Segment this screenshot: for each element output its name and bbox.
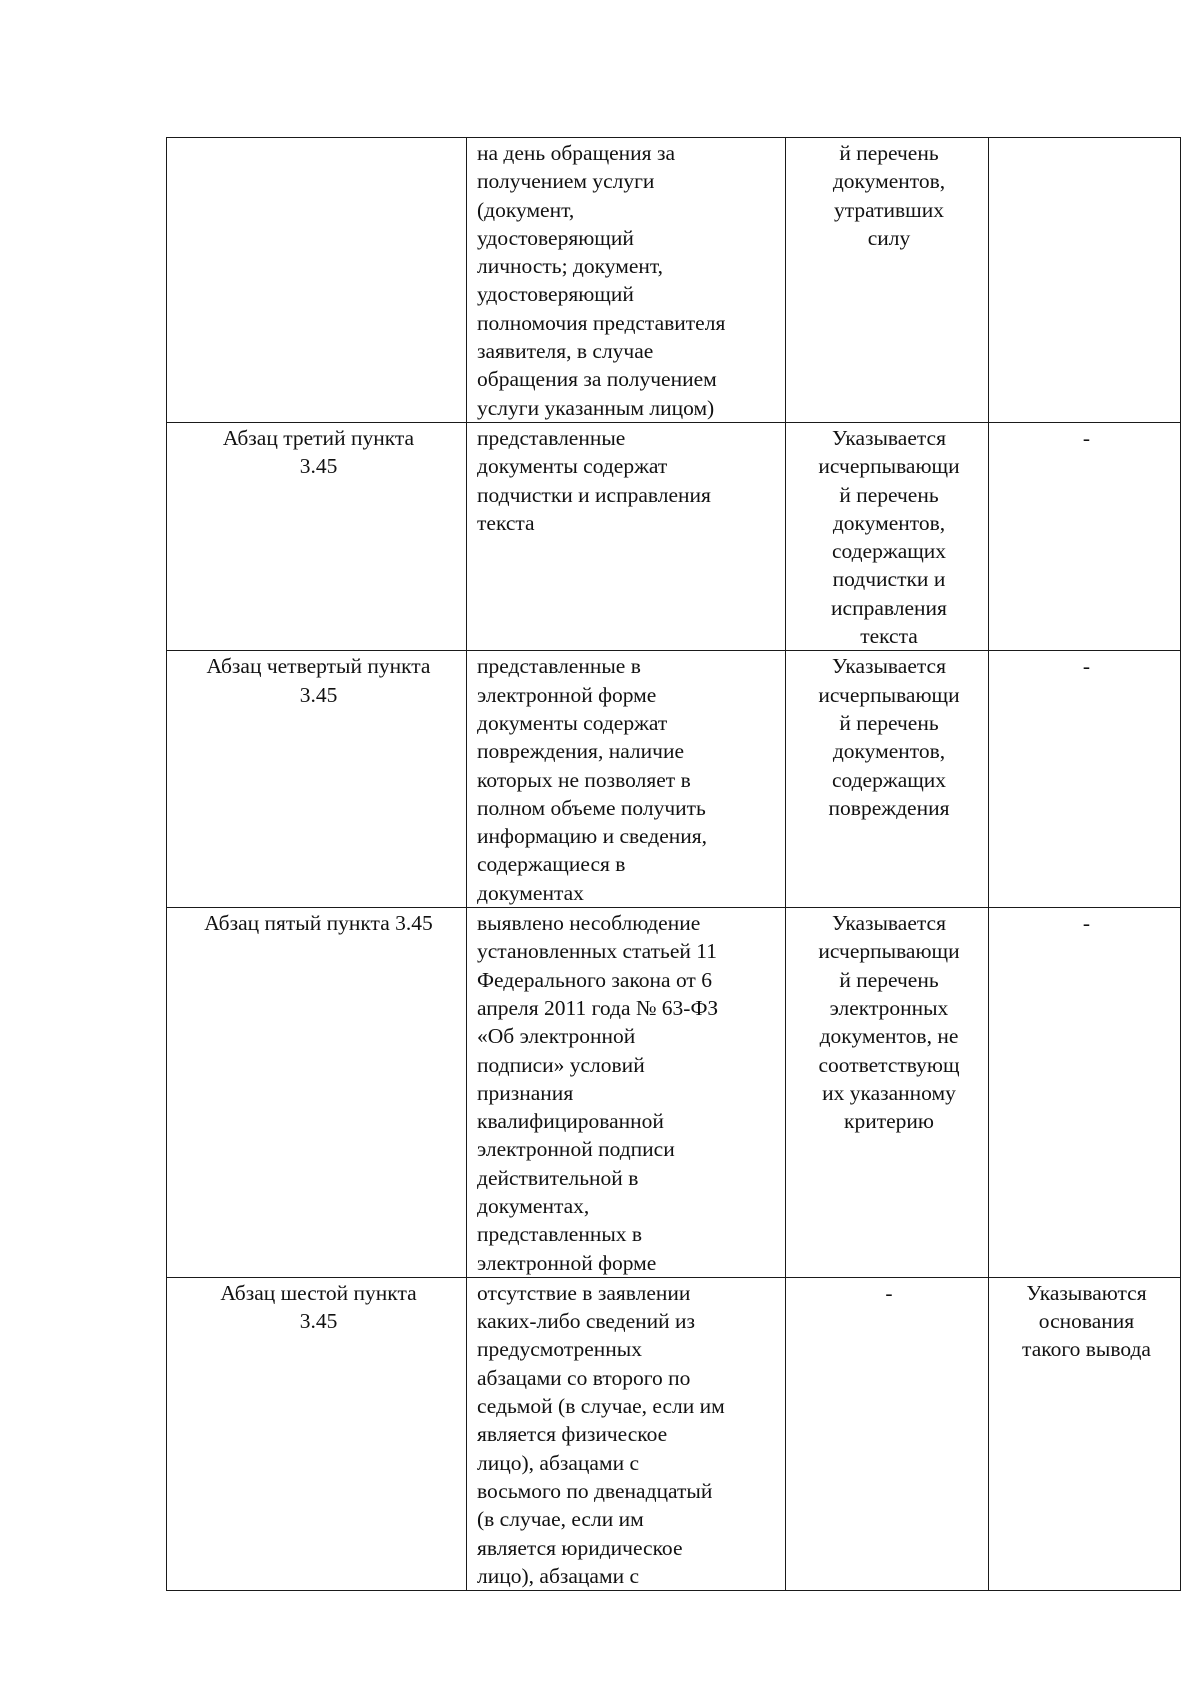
clarification-cell: Указывается исчерпывающи й перечень электронных документов, не соответствующ их указанному критерию xyxy=(786,908,989,1278)
basis-cell: Абзац четвертый пункта 3.45 xyxy=(167,651,467,908)
basis-cell: Абзац третий пункта 3.45 xyxy=(167,422,467,650)
clarification-cell: й перечень документов, утративших силу xyxy=(786,138,989,423)
reason-cell: выявлено несоблюдение установленных статьей 11 Федерального закона от 6 апреля 2011 года № 63-ФЗ «Об электронной подписи» условий признания квалифицированной электронной подписи действительной в документах, представленных в электронной форме xyxy=(467,908,786,1278)
basis-cell: Абзац шестой пункта 3.45 xyxy=(167,1277,467,1590)
reason-cell: представленные документы содержат подчистки и исправления текста xyxy=(467,422,786,650)
clarification-cell: Указывается исчерпывающи й перечень документов, содержащих подчистки и исправления текста xyxy=(786,422,989,650)
note-cell: - xyxy=(989,651,1181,908)
refusal-grounds-table xyxy=(166,137,1181,1591)
reason-cell: отсутствие в заявлении каких-либо сведений из предусмотренных абзацами со второго по седьмой (в случае, если им является физическое лицо), абзацами с восьмого по двенадцатый (в случае, если им является юридическое лицо), абзацами с xyxy=(467,1277,786,1590)
table-row xyxy=(167,1277,1181,1590)
note-cell: - xyxy=(989,908,1181,1278)
basis-cell: Абзац пятый пункта 3.45 xyxy=(167,908,467,1278)
table-row xyxy=(167,138,1181,423)
basis-cell xyxy=(167,138,467,423)
reason-cell: представленные в электронной форме документы содержат повреждения, наличие которых не позволяет в полном объеме получить информацию и сведения, содержащиеся в документах xyxy=(467,651,786,908)
table-row xyxy=(167,651,1181,908)
note-cell: - xyxy=(989,422,1181,650)
reason-cell: на день обращения за получением услуги (документ, удостоверяющий личность; документ, удостоверяющий полномочия представителя заявителя, в случае обращения за получением услуги указанным лицом) xyxy=(467,138,786,423)
clarification-cell: - xyxy=(786,1277,989,1590)
table-row xyxy=(167,422,1181,650)
note-cell: Указываются основания такого вывода xyxy=(989,1277,1181,1590)
clarification-cell: Указывается исчерпывающи й перечень документов, содержащих повреждения xyxy=(786,651,989,908)
table-row xyxy=(167,908,1181,1278)
note-cell xyxy=(989,138,1181,423)
